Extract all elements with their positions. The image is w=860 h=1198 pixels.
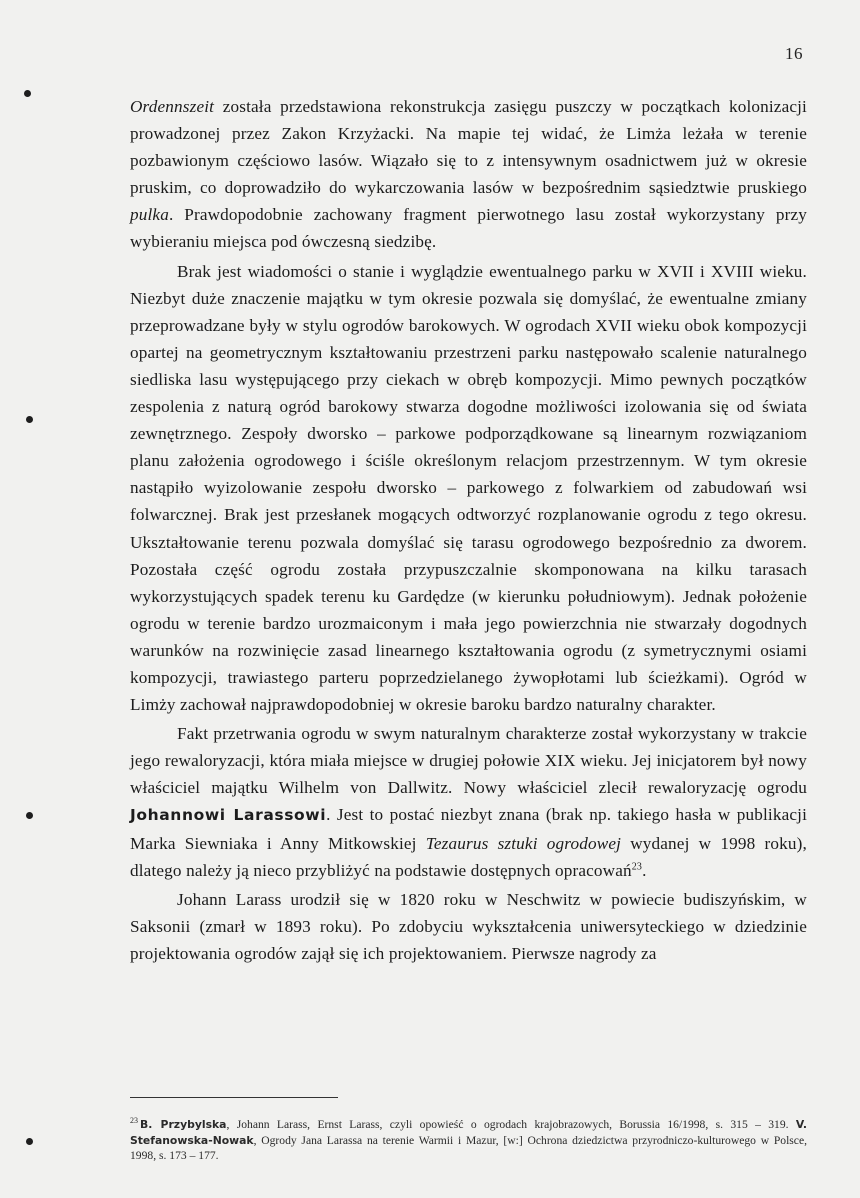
binding-hole-mark <box>26 416 33 423</box>
text-run: . Jest to postać niezbyt znana (brak np. takiego hasła w publikacji Marka Siewniaka i Anny Mitkowskiej <box>130 805 807 853</box>
footnote-number: 23 <box>130 1116 138 1126</box>
text-run: Johann Larass urodził się w 1820 roku w Neschwitz w powiecie budiszyńskim, w Saksonii (zmarł w 1893 roku). Po zdobyciu wykształcenia uniwersyteckiego w dziedzinie projektowania ogrodów zajął się ich projektowaniem. Pierwsze nagrody za <box>130 889 807 963</box>
paragraph <box>130 886 807 967</box>
paragraph <box>130 258 807 719</box>
italic-text: pulka <box>130 205 169 225</box>
page-number: 16 <box>785 44 803 63</box>
author-name: V. Stefanowska-Nowak <box>130 1118 807 1147</box>
footnote-ref: 23 <box>631 860 643 872</box>
text-run: . <box>642 860 647 880</box>
bold-name: Johannowi Larassowi <box>130 806 327 825</box>
text-run: Fakt przetrwania ogrodu w swym naturalnym charakterze został wykorzystany w trakcie jego rewaloryzacji, która miała miejsce w drugiej połowie XIX wieku. Jej inicjatorem był nowy właściciel majątku Wilhelm von Dallwitz. Nowy właściciel zlecił rewaloryzację ogrodu <box>130 724 807 798</box>
binding-hole-mark <box>24 90 31 97</box>
binding-hole-mark <box>26 1138 33 1145</box>
footnote-text: , Johann Larass, Ernst Larass, czyli opowieść o ogrodach krajobrazowych, Borussia 16/1998, s. 315 – 319. <box>226 1118 796 1131</box>
author-name: B. Przybylska <box>140 1118 227 1131</box>
italic-text: Tezaurus sztuki ogrodowej <box>425 833 622 853</box>
footnote-separator <box>130 1097 338 1098</box>
binding-hole-mark <box>26 812 33 819</box>
text-run: . Prawdopodobnie zachowany fragment pierwotnego lasu został wykorzystany przy wybieraniu miejsca pod ówczesną siedzibę. <box>130 205 807 252</box>
text-run: wydanej w 1998 roku), dlatego należy ją nieco przybliżyć na podstawie dostępnych opracowań <box>130 833 807 880</box>
footnote-text: , Ogrody Jana Larassa na terenie Warmii i Mazur, [w:] Ochrona dziedzictwa przyrodniczo-kulturowego w Polsce, 1998, s. 173 – 177. <box>130 1133 807 1163</box>
footnote <box>130 1117 807 1164</box>
italic-text: Ordennszeit <box>130 97 215 116</box>
body-text <box>130 93 807 967</box>
paragraph <box>130 93 807 256</box>
text-run: Brak jest wiadomości o stanie i wyglądzie ewentualnego parku w XVII i XVIII wieku. Niezbyt duże znaczenie majątku w tym okresie pozwala się domyślać, że ewentualne zmiany przeprowadzane były w stylu ogrodów barokowych. W ogrodach XVII wieku obok kompozycji opartej na geometrycznym kształtowaniu przestrzeni parku następowało scalenie naturalnego siedliska lasu występującego przy ciekach w obręb kompozycji. Mimo pewnych początków zespolenia z naturą ogród barokowy stwarza dogodne możliwości izolowania się od świata zewnętrznego. Zespoły dworsko – parkowe podporządkowane są linearnym rozwiązaniom planu założenia ogrodowego i ściśle określonym relacjom przestrzennym. W tym okresie nastąpiło wyizolowanie zespołu dworsko – parkowego z folwarkiem od zabudowań wsi folwarcznej. Brak jest przesłanek mogących odtworzyć rozplanowanie ogrodu z tego okresu. Ukształtowanie terenu pozwala domyślać się tarasu ogrodowego bezpośrednio za dworem. Pozostała część ogrodu została przypuszczalnie skomponowana na kilku tarasach wykorzystujących spadek terenu ku Gardędze (w kierunku południowym). Jednak położenie ogrodu w terenie bardzo urozmaiconym i mała jego powierzchnia nie stwarzały dogodnych warunków na rozwinięcie zasad linearnego kształtowania ogrodu (z symetrycznymi osiami kompozycji, trawiastego parteru poprzedzielanego żywopłotami lub ścieżkami). Ogród w Limży zachował najprawdopodobniej w okresie baroku bardzo naturalny charakter. <box>130 261 807 715</box>
text-run: została przedstawiona rekonstrukcja zasięgu puszczy w początkach kolonizacji prowadzonej przez Zakon Krzyżacki. Na mapie tej widać, że Limża leżała w terenie pozbawionym częściowo lasów. Wiązało się to z intensywnym osadnictwem już w okresie pruskim, co doprowadziło do wykarczowania lasów w bezpośrednim sąsiedztwie pruskiego <box>130 97 807 198</box>
paragraph <box>130 720 807 884</box>
